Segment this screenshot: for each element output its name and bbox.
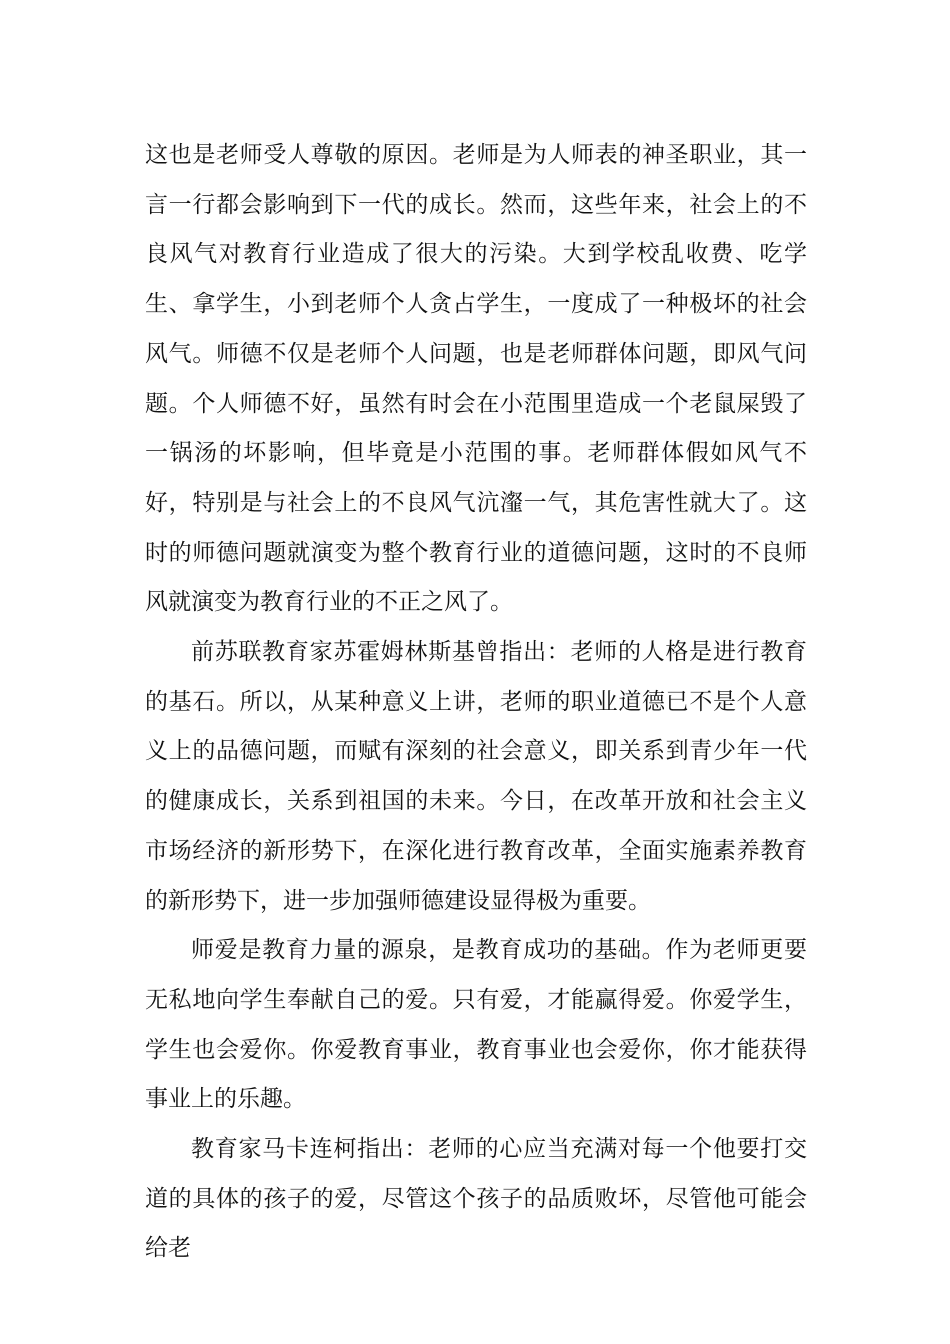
document-body — [145, 131, 807, 1274]
paragraph-1: 这也是老师受人尊敬的原因。老师是为人师表的神圣职业，其一言一行都会影响到下一代的成长。然而，这些年来，社会上的不良风气对教育行业造成了很大的污染。大到学校乱收费、吃学生、拿学生，小到老师个人贪占学生，一度成了一种极坏的社会风气。师德不仅是老师个人问题，也是老师群体问题，即风气问题。个人师德不好，虽然有时会在小范围里造成一个老鼠屎毁了一锅汤的坏影响，但毕竟是小范围的事。老师群体假如风气不好，特别是与社会上的不良风气沆瀣一气，其危害性就大了。这时的师德问题就演变为整个教育行业的道德问题，这时的不良师风就演变为教育行业的不正之风了。 — [145, 142, 807, 616]
paragraph-4: 教育家马卡连柯指出：老师的心应当充满对每一个他要打交道的具体的孩子的爱，尽管这个孩子的品质败坏，尽管他可能会给老 — [145, 1136, 807, 1262]
paragraph-3: 师爱是教育力量的源泉，是教育成功的基础。作为老师更要无私地向学生奉献自己的爱。只有爱，才能赢得爱。你爱学生，学生也会爱你。你爱教育事业，教育事业也会爱你，你才能获得事业上的乐趣。 — [145, 937, 807, 1113]
paragraph-2: 前苏联教育家苏霍姆林斯基曾指出：老师的人格是进行教育的基石。所以，从某种意义上讲，老师的职业道德已不是个人意义上的品德问题，而赋有深刻的社会意义，即关系到青少年一代的健康成长，关系到祖国的未来。今日，在改革开放和社会主义市场经济的新形势下，在深化进行教育改革，全面实施素养教育的新形势下，进一步加强师德建设显得极为重要。 — [145, 639, 807, 914]
